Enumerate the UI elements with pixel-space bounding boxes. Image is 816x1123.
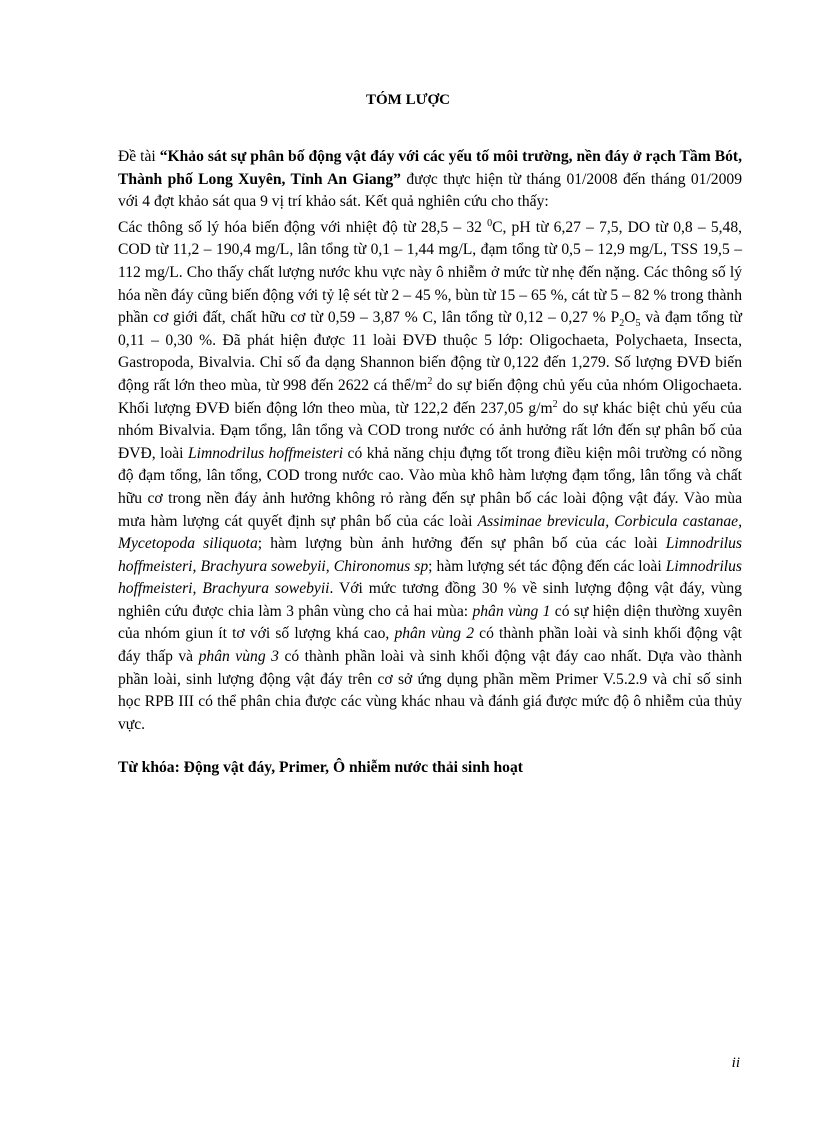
page-number: ii bbox=[731, 1055, 740, 1071]
abstract-content bbox=[118, 146, 742, 780]
superscript: 2 bbox=[427, 375, 433, 387]
intro-paragraph bbox=[118, 146, 742, 214]
text-run: ; hàm lượng sét tác động đến các loài bbox=[428, 557, 666, 575]
results-paragraph bbox=[118, 217, 742, 737]
zone-label: phân vùng 3 bbox=[198, 648, 279, 666]
zone-label: phân vùng 1 bbox=[472, 602, 551, 620]
text-run: ; hàm lượng bùn ảnh hưởng đến sự phân bố của các loài bbox=[257, 535, 666, 553]
intro-suffix: được thực hiện từ tháng 01/2008 đến tháng 01/2009 với 4 đợt khảo sát qua 9 vị trí khảo sát. Kết quả nghiên cứu cho thấy: bbox=[118, 170, 742, 211]
thesis-title: “Khảo sát sự phân bố động vật đáy với các yếu tố môi trường, nền đáy ở rạch Tầm Bót, Thành phố Long Xuyên, Tỉnh An Giang” bbox=[118, 148, 742, 188]
zone-label: phân vùng 2 bbox=[394, 625, 475, 643]
keywords-line: Từ khóa: Động vật đáy, Primer, Ô nhiễm nước thải sinh hoạt bbox=[118, 759, 523, 777]
text-run: có sự hiện diện thường xuyên của nhóm giun ít tơ với số lượng khá cao, bbox=[118, 602, 743, 643]
intro-prefix: Đề tài bbox=[118, 148, 160, 165]
text-run: và đạm tổng từ 0,11 – 0,30 %. Đã phát hiện được 11 loài ĐVĐ thuộc 5 lớp: Oligochaeta, Polychaeta, Insecta, Gastropoda, Bivalvia. Chỉ số đa dạng Shannon biến động từ 0,122 đến 1,279. Số lượng ĐVĐ biến động rất lớn theo mùa, từ 998 đến 2622 cá thể/m bbox=[118, 309, 742, 394]
text-run: do sự khác biệt chủ yếu của nhóm Bivalvia. Đạm tổng, lân tổng và COD trong nước có ảnh hưởng rất lớn đến sự phân bố của ĐVĐ, loài bbox=[118, 399, 742, 462]
text-run: có thành phần loài và sinh khối động vật đáy cao nhất. Dựa vào thành phần loài, sinh lượng động vật đáy trên cơ sở ứng dụng phần mềm Primer V.5.2.9 và chỉ số sinh học RPB III có thể phân chia được các vùng khác nhau và đánh giá được mức độ ô nhiễm của thủy vực. bbox=[118, 648, 743, 733]
superscript: 2 bbox=[552, 398, 558, 410]
text-run: do sự biến động chủ yếu của nhóm Oligochaeta. Khối lượng ĐVĐ biến động lớn theo mùa, từ 122,2 đến 237,05 g/m bbox=[118, 376, 742, 417]
species-name: Limnodrilus hoffmeisteri, Brachyura sowebyii, Chironomus sp bbox=[118, 535, 742, 575]
species-name: Assiminae brevicula, Corbicula castanae, Mycetopoda siliquota bbox=[118, 512, 742, 553]
species-name: Limnodrilus hoffmeisteri, Brachyura sowebyii bbox=[118, 557, 742, 598]
text-run: O bbox=[624, 309, 636, 327]
subscript: 2 bbox=[619, 318, 625, 330]
superscript: 0 bbox=[487, 217, 493, 229]
text-run: Các thông số lý hóa biến động với nhiệt độ từ 28,5 – 32 bbox=[118, 218, 488, 236]
species-name: Limnodrilus hoffmeisteri bbox=[187, 444, 344, 462]
page-title: TÓM LƯỢC bbox=[365, 92, 451, 108]
subscript: 5 bbox=[635, 318, 641, 330]
text-run: C, pH từ 6,27 – 7,5, DO từ 0,8 – 5,48, COD từ 11,2 – 190,4 mg/L, lân tổng từ 0,1 – 1,44 mg/L, đạm tổng từ 0,5 – 12,9 mg/L, TSS 19,5 – 112 mg/L. Cho thấy chất lượng nước khu vực này ô nhiễm ở mức từ nhẹ đến nặng. Các thông số lý hóa nền đáy cũng biến động với tỷ lệ sét từ 2 – 45 %, bùn từ 15 – 65 %, cát từ 5 – 82 % trong thành phần cơ giới đất, chất hữu cơ từ 0,59 – 3,87 % C, lân tổng từ 0,12 – 0,27 % P bbox=[118, 218, 743, 327]
text-run: có thành phần loài và sinh khối động vật đáy thấp và bbox=[118, 625, 742, 666]
text-run: . Với mức tương đồng 30 % về sinh lượng động vật đáy, vùng nghiên cứu được chia làm 3 phân vùng cho cả hai mùa: bbox=[118, 580, 742, 620]
text-run: có khả năng chịu đựng tốt trong điều kiện môi trường có nồng độ đạm tổng, lân tổng, COD trong nước cao. Vào mùa khô hàm lượng đạm tổng, lân tổng và chất hữu cơ trong nền đáy ảnh hưởng không rỏ ràng đến sự phân bố các loài động vật đáy. Vào mùa mưa hàm lượng cát quyết định sự phân bố của các loài bbox=[118, 444, 742, 530]
